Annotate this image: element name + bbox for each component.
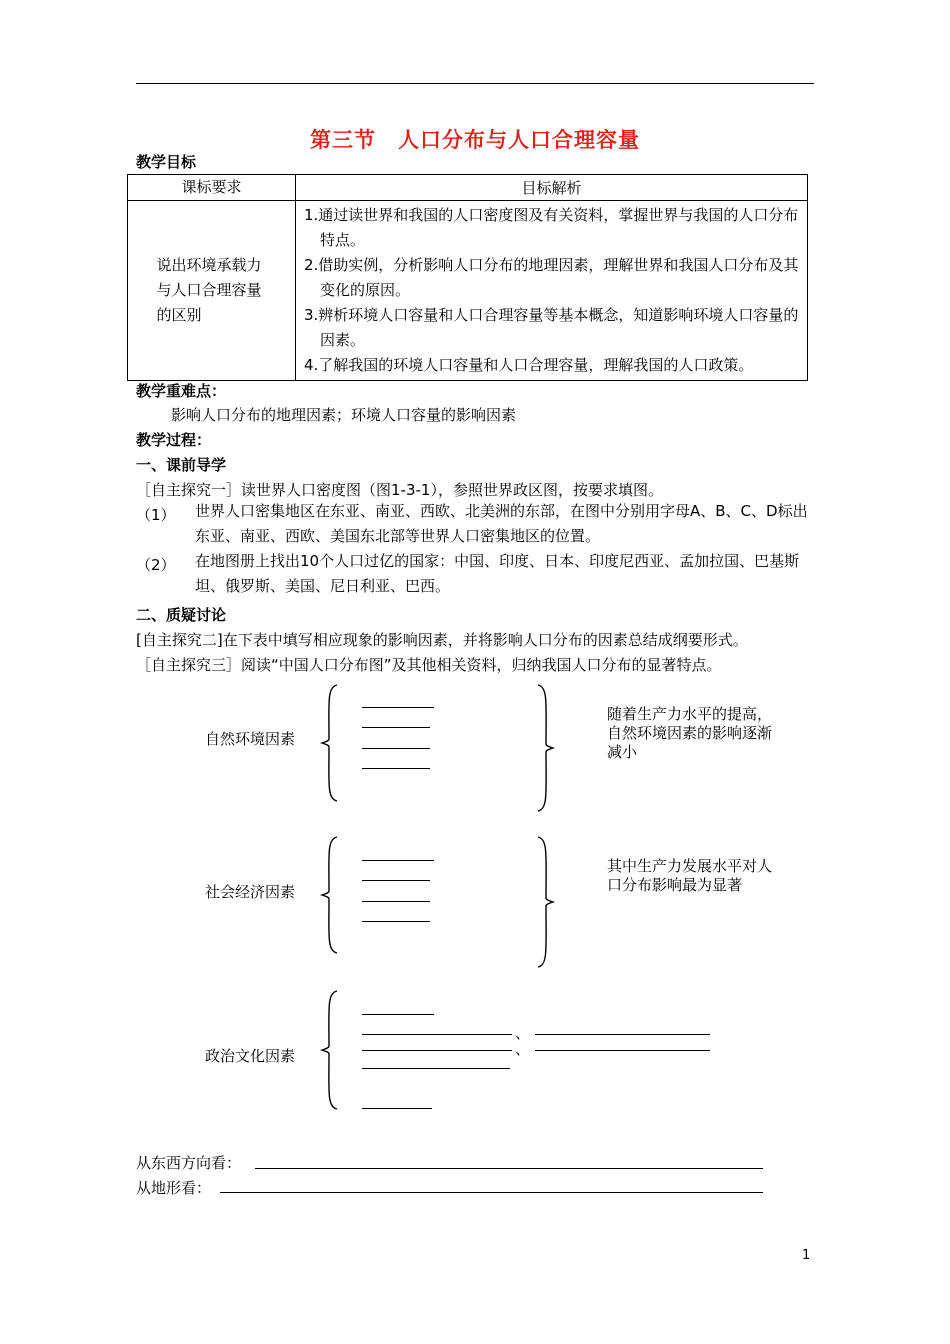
left-brace-3 bbox=[320, 989, 340, 1111]
terrain-answer-line[interactable] bbox=[220, 1192, 763, 1193]
analysis-cell bbox=[296, 201, 808, 381]
section1-heading: 一、课前导学 bbox=[136, 456, 227, 474]
item2-text: 在地图册上找出10个人口过亿的国家：中国、印度、日本、印度尼西亚、孟加拉国、巴基斯坦、俄罗斯、美国、尼日利亚、巴西。 bbox=[195, 552, 800, 595]
standard-text: 说出环境承载力与人口合理容量的区别 bbox=[156, 256, 262, 324]
goal-item-3: 3.辨析环境人口容量和人口合理容量等基本概念，知道影响环境人口容量的因素。 bbox=[304, 306, 799, 349]
blank-line[interactable] bbox=[362, 860, 434, 861]
key-points-heading: 教学重难点： bbox=[136, 382, 227, 400]
goal-item-1: 1.通过读世界和我国的人口密度图及有关资料，掌握世界与我国的人口分布特点。 bbox=[304, 206, 799, 249]
item1-text: 世界人口密集地区在东亚、南亚、西欧、北美洲的东部，在图中分别用字母A、B、C、D标出东亚、南亚、西欧、美国东北部等世界人口密集地区的位置。 bbox=[195, 502, 808, 545]
page-title: 第三节 人口分布与人口合理容量 bbox=[310, 128, 640, 152]
blank-line[interactable] bbox=[362, 1014, 434, 1015]
separator: 、 bbox=[515, 1040, 531, 1058]
blank-line[interactable] bbox=[535, 1034, 710, 1035]
blank-line[interactable] bbox=[362, 1068, 510, 1069]
blank-line[interactable] bbox=[362, 768, 430, 769]
blank-line[interactable] bbox=[362, 901, 430, 902]
standard-cell bbox=[128, 201, 296, 381]
note-natural: 随着生产力水平的提高，自然环境因素的影响逐渐减小 bbox=[607, 705, 773, 761]
header-right: 目标解析 bbox=[296, 175, 808, 201]
header-rule bbox=[136, 83, 814, 84]
explore2-text: [自主探究二]在下表中填写相应现象的影响因素，并将影响人口分布的因素总结成纲要形式。 bbox=[136, 631, 748, 649]
separator: 、 bbox=[515, 1024, 531, 1042]
terrain-label: 从地形看： bbox=[136, 1179, 212, 1197]
east-west-answer-line[interactable] bbox=[255, 1168, 763, 1169]
goal-item-4: 4.了解我国的环境人口容量和人口合理容量，理解我国的人口政策。 bbox=[304, 356, 754, 374]
right-brace-1 bbox=[536, 683, 556, 813]
factor-natural-label: 自然环境因素 bbox=[205, 730, 296, 748]
blank-line[interactable] bbox=[362, 1108, 432, 1109]
header-left: 课标要求 bbox=[128, 175, 296, 201]
item2-number: （2） bbox=[136, 556, 176, 574]
left-brace-1 bbox=[320, 683, 340, 803]
explore1-text: ［自主探究一］读世界人口密度图（图1-3-1），参照世界政区图，按要求填图。 bbox=[136, 481, 663, 499]
blank-line[interactable] bbox=[362, 1050, 512, 1051]
left-brace-2 bbox=[320, 835, 340, 955]
section2-heading: 二、质疑讨论 bbox=[136, 606, 227, 624]
goals-heading: 教学目标 bbox=[136, 153, 197, 171]
goals-table bbox=[127, 174, 808, 381]
blank-line[interactable] bbox=[362, 707, 434, 708]
factor-political-label: 政治文化因素 bbox=[205, 1047, 296, 1065]
process-heading: 教学过程： bbox=[136, 431, 212, 449]
note-social: 其中生产力发展水平对人口分布影响最为显著 bbox=[607, 857, 773, 894]
page-number: 1 bbox=[802, 1248, 811, 1263]
blank-line[interactable] bbox=[362, 748, 430, 749]
blank-line[interactable] bbox=[362, 1034, 512, 1035]
blank-line[interactable] bbox=[362, 921, 430, 922]
goal-item-2: 2.借助实例，分析影响人口分布的地理因素，理解世界和我国人口分布及其变化的原因。 bbox=[304, 256, 799, 299]
blank-line[interactable] bbox=[362, 880, 430, 881]
key-points-text: 影响人口分布的地理因素；环境人口容量的影响因素 bbox=[171, 406, 517, 424]
item1-number: （1） bbox=[136, 506, 176, 524]
blank-line[interactable] bbox=[362, 727, 430, 728]
right-brace-2 bbox=[536, 835, 556, 969]
goals-table-row bbox=[128, 201, 808, 381]
explore3-text: ［自主探究三］阅读“中国人口分布图”及其他相关资料，归纳我国人口分布的显著特点。 bbox=[136, 656, 722, 674]
east-west-label: 从东西方向看： bbox=[136, 1154, 242, 1172]
factor-social-label: 社会经济因素 bbox=[205, 883, 296, 901]
goals-table-header bbox=[128, 175, 808, 201]
blank-line[interactable] bbox=[535, 1050, 710, 1051]
